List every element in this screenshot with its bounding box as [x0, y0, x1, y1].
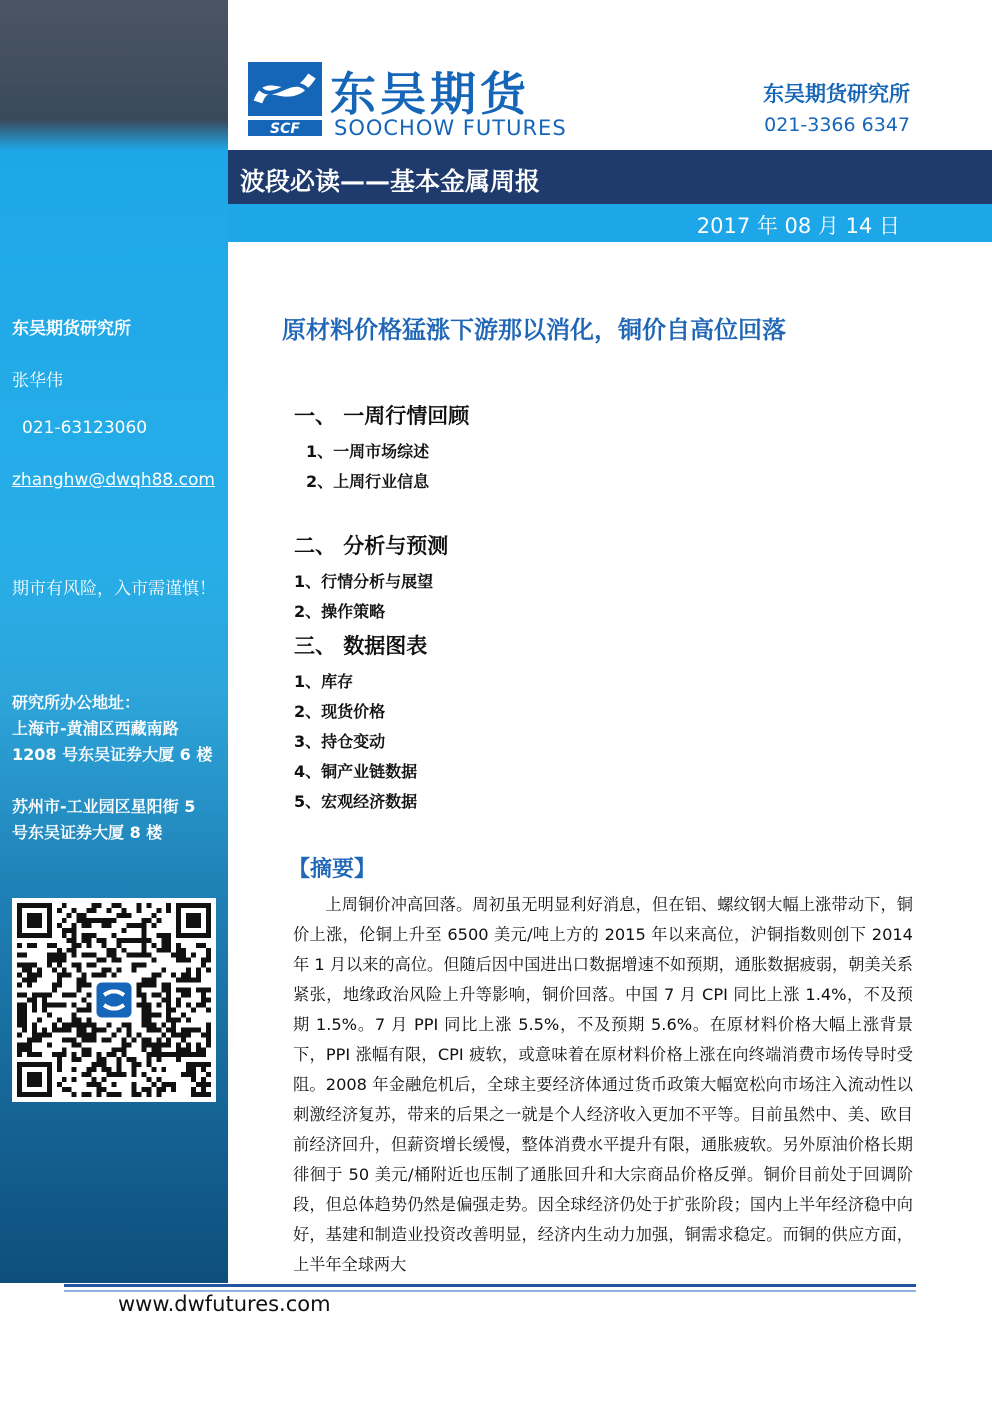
toc-item: 1、一周市场综述: [306, 442, 430, 461]
qr-code-icon: [12, 898, 216, 1102]
report-date: 2017 年 08 月 14 日: [696, 214, 900, 238]
summary-title: 【摘要】: [288, 857, 377, 882]
toc-item: 2、现货价格: [294, 702, 386, 721]
footer-divider: [64, 1284, 916, 1287]
toc-item: 4、铜产业链数据: [294, 762, 418, 781]
scf-logo-icon: [248, 62, 322, 136]
toc-item: 2、操作策略: [294, 602, 386, 621]
report-title: 波段必读——基本金属周报: [240, 167, 541, 196]
logo-text: SCF: [270, 121, 300, 136]
toc-item: 2、上周行业信息: [306, 472, 430, 491]
header-institute: 东吴期货研究所: [763, 82, 910, 106]
sidebar-institute: 东吴期货研究所: [12, 319, 131, 339]
analyst-email-link[interactable]: zhanghw@dwqh88.com: [12, 470, 215, 490]
report-banner: [228, 150, 992, 204]
analyst-name: 张华伟: [12, 371, 63, 391]
toc-heading: 一、 一周行情回顾: [294, 404, 470, 428]
toc-item: 1、行情分析与展望: [294, 572, 434, 591]
address-label: 研究所办公地址：: [12, 693, 141, 712]
brand-name-en: SOOCHOW FUTURES: [334, 116, 567, 140]
headline: 原材料价格猛涨下游那以消化，铜价自高位回落: [282, 316, 786, 344]
left-sidebar: [0, 0, 228, 1283]
address-line-2: 1208 号东吴证券大厦 6 楼: [12, 745, 213, 764]
toc-item: 5、宏观经济数据: [294, 792, 418, 811]
brand-name-cn: 东吴期货: [330, 67, 530, 121]
address-line-1: 上海市-黄浦区西藏南路: [12, 719, 179, 738]
analyst-phone: 021-63123060: [22, 418, 148, 438]
header-phone: 021-3366 6347: [764, 114, 910, 136]
risk-warning: 期市有风险，入市需谨慎！: [12, 579, 216, 599]
toc-heading: 二、 分析与预测: [294, 534, 449, 558]
summary-paragraph: 上周铜价冲高回落。周初虽无明显利好消息，但在铝、螺纹钢大幅上涨带动下，铜价上涨，伦铜上升至 6500 美元/吨上方的 2015 年以来高位，沪铜指数则创下 2014 年 1 月以来的高位。但随后因中国进出口数据增速不如预期，通胀数据疲弱，朝美关系紧张，地缘政治风险上升等影响，铜价回落。中国 7 月 CPI 同比上涨 1.4%，不及预期 1.5%。7 月 PPI 同比上涨 5.5%，不及预期 5.6%。在原材料价格大幅上涨背景下，PPI 涨幅有限，CPI 疲软，或意味着在原材料价格上涨在向终端消费市场传导时受阻。2008 年金融危机后，全球主要经济体通过货币政策大幅宽松向市场注入流动性以刺激经济复苏，带来的后果之一就是个人经济收入更加不平等。目前虽然中、美、欧目前经济回升，但薪资增长缓慢，整体消费水平提升有限，通胀疲软。另外原油价格长期徘徊于 50 美元/桶附近也压制了通胀回升和大宗商品价格反弹。铜价目前处于回调阶段，但总体趋势仍然是偏强走势。因全球经济仍处于扩张阶段；国内上半年经济稳中向好，基建和制造业投资改善明显，经济内生动力加强，铜需求稳定。而铜的供应方面，上半年全球两大: [293, 895, 913, 1274]
date-band: [228, 204, 992, 242]
toc-heading: 三、 数据图表: [294, 634, 428, 658]
toc-item: 3、持仓变动: [294, 732, 386, 751]
footer-url-link[interactable]: www.dwfutures.com: [118, 1292, 331, 1316]
address-line-3: 苏州市-工业园区星阳街 5: [12, 797, 196, 816]
toc-item: 1、库存: [294, 672, 354, 691]
address-line-4: 号东吴证券大厦 8 楼: [12, 823, 163, 842]
